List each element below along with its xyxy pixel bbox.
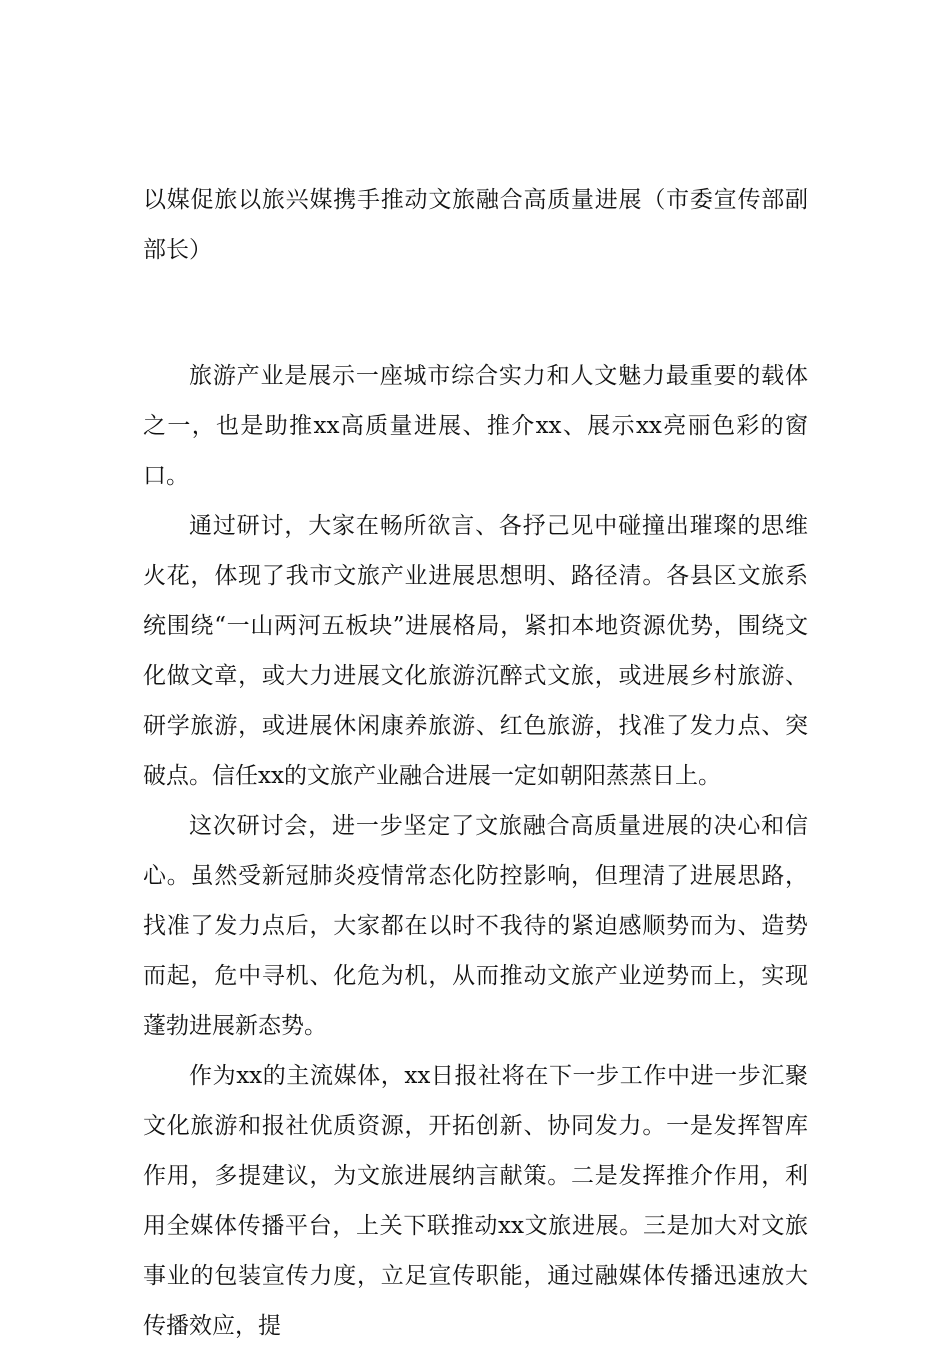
paragraph-2: 通过研讨，大家在畅所欲言、各抒己见中碰撞出璀璨的思维火花，体现了我市文旅产业进展思想明、路径清。各县区文旅系统围绕“一山两河五板块”进展格局，紧扣本地资源优势，围绕文化做文章，或大力进展文化旅游沉醉式文旅，或进展乡村旅游、研学旅游，或进展休闲康养旅游、红色旅游，找准了发力点、突破点。信任xx的文旅产业融合进展一定如朝阳蒸蒸日上。 [143,513,808,789]
document-title: 以媒促旅以旅兴媒携手推动文旅融合高质量进展（市委宣传部副部长） [143,187,808,263]
document-body [143,175,808,1351]
paragraph-4: 作为xx的主流媒体，xx日报社将在下一步工作中进一步汇聚文化旅游和报社优质资源，开拓创新、协同发力。一是发挥智库作用，多提建议，为文旅进展纳言献策。二是发挥推介作用，利用全媒体传播平台，上关下联推动xx文旅进展。三是加大对文旅事业的包装宣传力度，立足宣传职能，通过融媒体传播迅速放大传播效应，提 [143,1063,808,1339]
paragraph-3: 这次研讨会，进一步坚定了文旅融合高质量进展的决心和信心。虽然受新冠肺炎疫情常态化防控影响，但理清了进展思路，找准了发力点后，大家都在以时不我待的紧迫感顺势而为、造势而起，危中寻机、化危为机，从而推动文旅产业逆势而上，实现蓬勃进展新态势。 [143,813,808,1039]
paragraph-1: 旅游产业是展示一座城市综合实力和人文魅力最重要的载体之一，也是助推xx高质量进展、推介xx、展示xx亮丽色彩的窗口。 [143,363,808,489]
title-spacer [143,275,808,351]
